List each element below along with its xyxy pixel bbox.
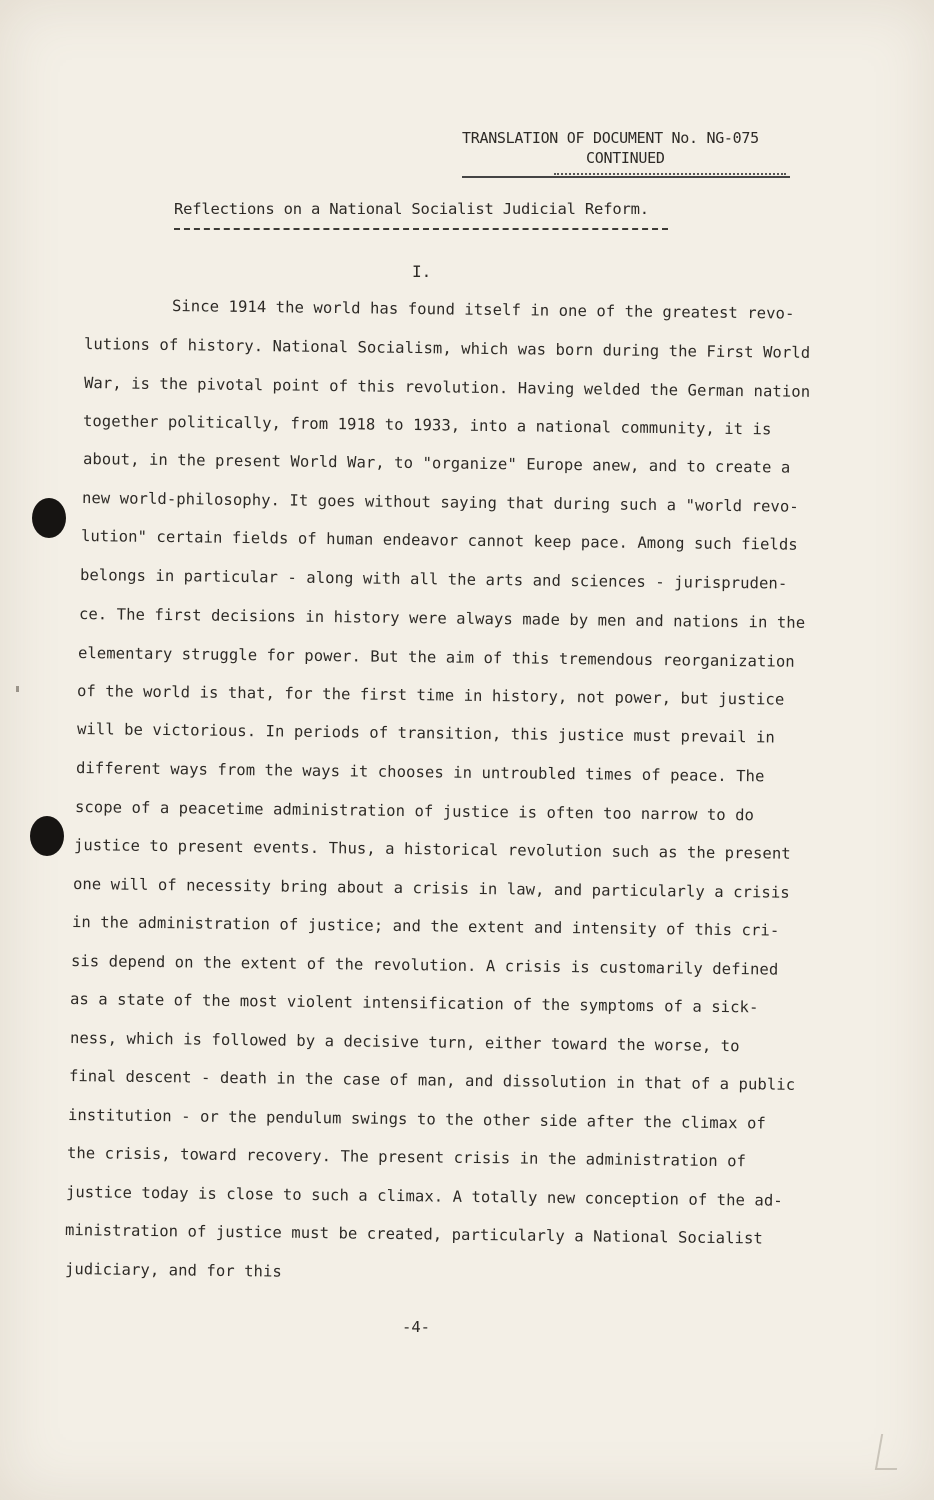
body-line: the crisis, toward recovery. The present crisis in the administration of bbox=[66, 1144, 747, 1171]
page-number: -4- bbox=[402, 1318, 430, 1336]
header-dotted-rule bbox=[554, 173, 786, 175]
body-line: elementary struggle for power. But the aim of this tremendous reorganization bbox=[77, 644, 795, 671]
header-continued-label: CONTINUED bbox=[586, 149, 665, 167]
body-line: of the world is that, for the first time in history, not power, but justice bbox=[76, 682, 785, 709]
body-line: new world-philosophy. It goes without saying that during such a "world revo- bbox=[81, 489, 799, 516]
body-line: sis depend on the extent of the revolution. A crisis is customarily defined bbox=[70, 952, 779, 979]
body-line: as a state of the most violent intensification of the symptoms of a sick- bbox=[69, 990, 759, 1017]
title-underline bbox=[174, 228, 668, 230]
body-line: lutions of history. National Socialism, which was born during the First World bbox=[83, 335, 811, 362]
body-line: together politically, from 1918 to 1933, into a national community, it is bbox=[82, 412, 772, 439]
document-title: Reflections on a National Socialist Judicial Reform. bbox=[174, 200, 649, 218]
body-line: one will of necessity bring about a crisis in law, and particularly a crisis bbox=[72, 875, 790, 902]
body-line: belongs in particular - along with all the arts and sciences - jurispruden- bbox=[79, 566, 788, 593]
body-line: judiciary, and for this bbox=[64, 1260, 283, 1281]
body-line: will be victorious. In periods of transition, this justice must prevail in bbox=[76, 720, 776, 747]
margin-mark bbox=[16, 686, 19, 692]
document-header bbox=[462, 128, 792, 168]
body-line: ministration of justice must be created, particularly a National Socialist bbox=[64, 1221, 764, 1248]
body-line: institution - or the pendulum swings to the other side after the climax of bbox=[67, 1106, 767, 1133]
body-line: ness, which is followed by a decisive turn, either toward the worse, to bbox=[69, 1029, 740, 1056]
body-line: different ways from the ways it chooses in untroubled times of peace. The bbox=[75, 759, 765, 786]
body-line: scope of a peacetime administration of justice is often too narrow to do bbox=[74, 798, 755, 825]
pencil-check-mark-icon bbox=[875, 1434, 903, 1470]
header-underline bbox=[462, 176, 790, 178]
body-line: final descent - death in the case of man, and dissolution in that of a public bbox=[68, 1067, 796, 1094]
body-line: justice to present events. Thus, a historical revolution such as the present bbox=[73, 836, 791, 863]
body-line: lution" certain fields of human endeavor cannot keep pace. Among such fields bbox=[80, 527, 798, 554]
punch-hole-icon bbox=[32, 498, 66, 538]
body-line: ce. The first decisions in history were always made by men and nations in the bbox=[78, 605, 806, 632]
header-translation-label: TRANSLATION OF DOCUMENT No. NG-075 bbox=[462, 129, 759, 147]
punch-hole-icon bbox=[30, 816, 64, 856]
body-line: Since 1914 the world has found itself in one of the greatest revo- bbox=[171, 297, 795, 323]
body-line: justice today is close to such a climax. A totally new conception of the ad- bbox=[65, 1183, 783, 1210]
section-number: I. bbox=[412, 262, 432, 281]
body-line: War, is the pivotal point of this revolution. Having welded the German nation bbox=[83, 374, 811, 401]
body-line: about, in the present World War, to "organize" Europe anew, and to create a bbox=[82, 450, 791, 477]
body-line: in the administration of justice; and the extent and intensity of this cri- bbox=[71, 913, 780, 940]
